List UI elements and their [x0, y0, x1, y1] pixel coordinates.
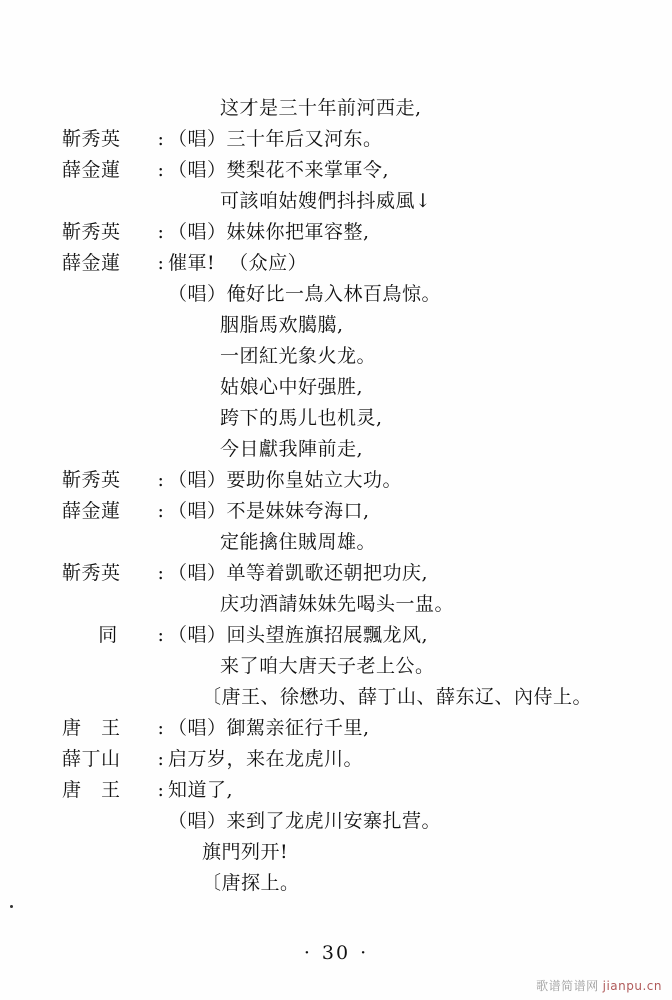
singing-cue: （唱）	[168, 810, 227, 832]
script-line	[62, 716, 622, 740]
stage-cue: 催軍!	[168, 252, 216, 274]
speaker-colon: :	[157, 717, 165, 739]
speaker-name: 薛金蓮	[62, 159, 121, 181]
stage-direction	[62, 871, 622, 895]
script-line	[62, 344, 622, 368]
line-text: （众应）	[229, 252, 308, 274]
line-text: 来了咱大唐天子老上公。	[220, 655, 435, 677]
line-text: 知道了,	[168, 779, 234, 801]
singing-cue: （唱）	[168, 159, 227, 181]
line-text: 来到了龙虎川安寨扎营。	[226, 810, 442, 832]
singing-cue: （唱）	[168, 283, 227, 305]
speaker-colon: :	[157, 779, 165, 801]
watermark-text: 歌谱简谱网	[536, 979, 599, 993]
script-line	[62, 747, 622, 771]
script-line	[62, 530, 622, 554]
speaker-name: 薛丁山	[62, 748, 121, 770]
script-line	[62, 561, 622, 585]
script-line	[62, 251, 622, 275]
script-line	[62, 313, 622, 337]
line-text: 启万岁，来在龙虎川。	[168, 748, 364, 770]
script-line	[62, 375, 622, 399]
script-line	[62, 809, 622, 833]
singing-cue: （唱）	[168, 717, 227, 739]
speaker-colon: :	[157, 252, 165, 274]
script-line	[62, 220, 622, 244]
line-text: 胭脂馬欢臈臈,	[220, 314, 344, 336]
line-text: 旗門列开!	[202, 841, 289, 863]
speaker-name: 靳秀英	[62, 128, 121, 150]
line-text: 樊梨花不来掌軍令,	[226, 159, 390, 181]
script-line	[62, 158, 622, 182]
line-text: 庆功酒請妹妹先喝头一盅。	[220, 593, 455, 615]
script-line	[62, 406, 622, 430]
speaker-name: 靳秀英	[62, 469, 121, 491]
line-text: 姑娘心中好强胜,	[220, 376, 364, 398]
script-line	[62, 778, 622, 802]
speaker-colon: :	[157, 159, 165, 181]
line-text: 今日獻我陣前走,	[220, 438, 364, 460]
speaker-name: 唐 王	[62, 779, 121, 801]
script-line	[62, 189, 622, 213]
speaker-colon: :	[157, 748, 165, 770]
speaker-name: 薛金蓮	[62, 500, 121, 522]
singing-cue: （唱）	[168, 624, 227, 646]
line-text: 不是妹妹夸海口,	[226, 500, 370, 522]
line-text: 回头望旌旗招展飄龙风,	[226, 624, 429, 646]
script-line	[62, 437, 622, 461]
speaker-colon: :	[157, 500, 165, 522]
script-line	[62, 623, 622, 647]
line-text: 跨下的馬儿也机灵,	[220, 407, 383, 429]
speaker-colon: :	[157, 469, 165, 491]
speaker-colon: :	[157, 562, 165, 584]
page-number-value: 30	[321, 942, 351, 964]
script-line	[62, 499, 622, 523]
line-text: 妹妹你把軍容整,	[226, 221, 370, 243]
speaker-colon: :	[157, 128, 165, 150]
script-line	[62, 282, 622, 306]
watermark-site: jianpu.cn	[602, 979, 662, 993]
edge-speck	[10, 905, 13, 908]
script-line	[62, 127, 622, 151]
page-dot-left: ·	[303, 942, 312, 964]
speaker-colon: :	[157, 221, 165, 243]
watermark	[536, 977, 662, 994]
singing-cue: （唱）	[168, 221, 227, 243]
line-text: 定能擒住賊周雄。	[220, 531, 377, 553]
stage-direction	[62, 685, 622, 709]
stage-direction-text: 〔唐王、徐懋功、薛丁山、薛东辽、內侍上。	[202, 686, 593, 708]
speaker-name: 薛金蓮	[62, 252, 121, 274]
line-text: 三十年后又河东。	[226, 128, 383, 150]
line-text: 单等着凱歌还朝把功庆,	[226, 562, 429, 584]
script-line	[62, 468, 622, 492]
script-line	[62, 592, 622, 616]
speaker-name: 唐 王	[62, 717, 121, 739]
stage-direction-text: 〔唐探上。	[202, 872, 300, 894]
speaker-name: 同	[98, 624, 118, 646]
script-line	[62, 654, 622, 678]
line-text: 御駕亲征行千里,	[226, 717, 370, 739]
script-body	[62, 96, 622, 902]
singing-cue: （唱）	[168, 469, 227, 491]
line-text: 可該咱姑嫂們抖抖威風↓	[220, 190, 432, 212]
speaker-name: 靳秀英	[62, 562, 121, 584]
page-dot-right: ·	[360, 942, 369, 964]
page-number	[0, 942, 672, 964]
line-text: 要助你皇姑立大功。	[226, 469, 403, 491]
line-text: 俺好比一鳥入林百鳥惊。	[226, 283, 442, 305]
script-line	[62, 96, 622, 120]
speaker-name: 靳秀英	[62, 221, 121, 243]
singing-cue: （唱）	[168, 562, 227, 584]
singing-cue: （唱）	[168, 128, 227, 150]
script-line	[62, 840, 622, 864]
line-text: 一团紅光象火龙。	[220, 345, 377, 367]
speaker-colon: :	[157, 624, 165, 646]
singing-cue: （唱）	[168, 500, 227, 522]
line-text: 这才是三十年前河西走,	[220, 97, 422, 119]
